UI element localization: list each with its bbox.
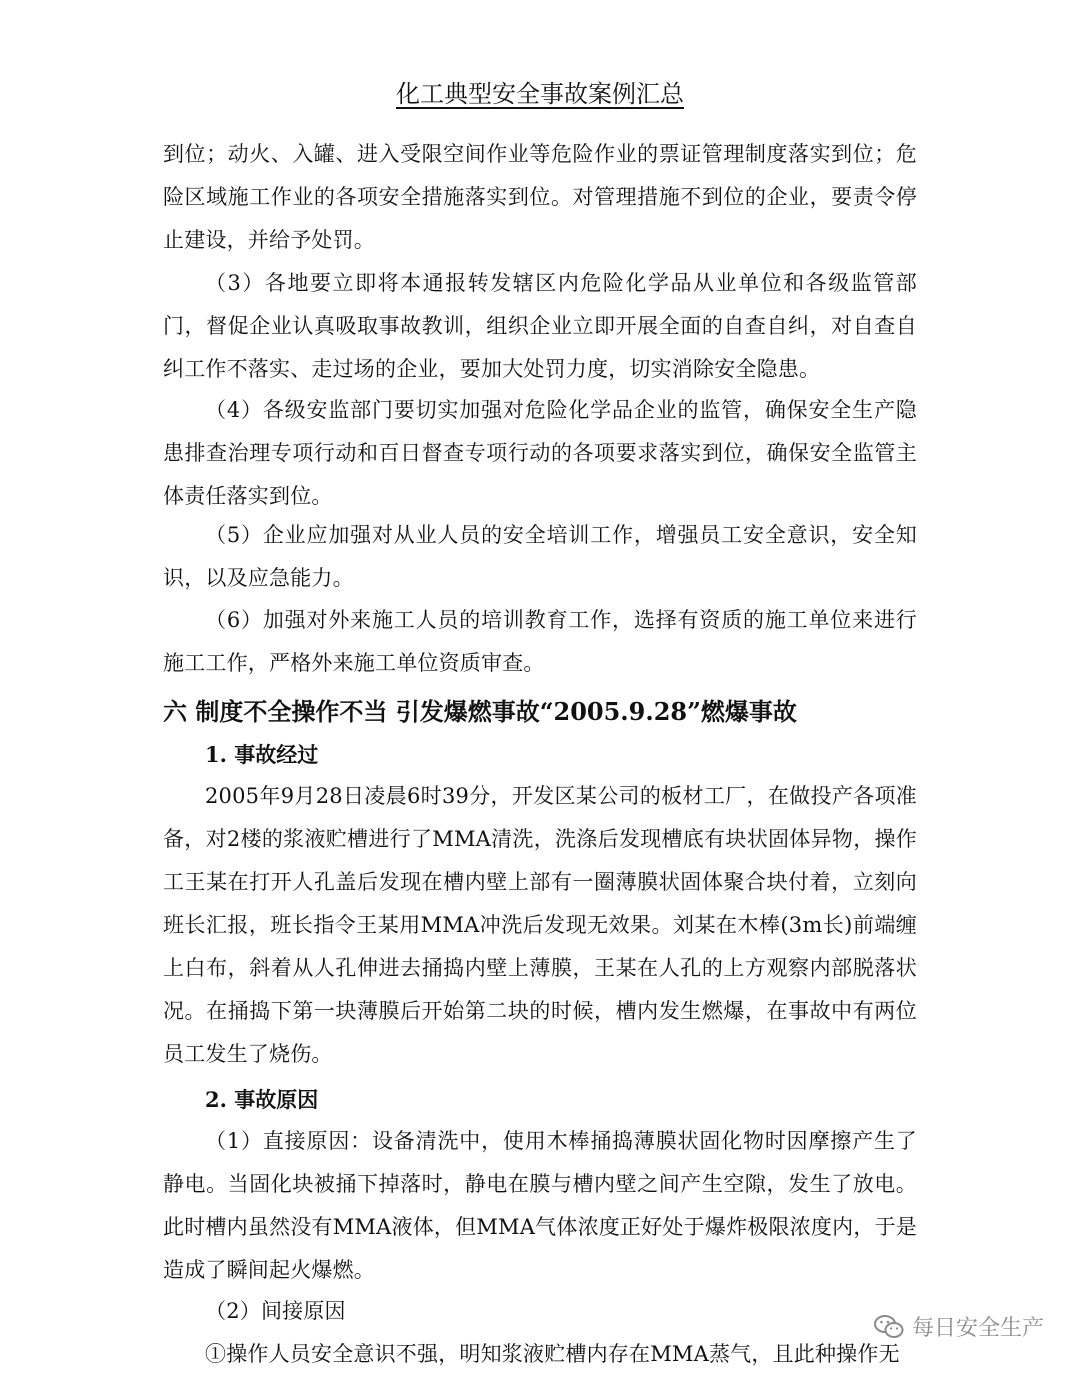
paragraph-item-4: （4）各级安监部门要切实加强对危险化学品企业的监管，确保安全生产隐患排查治理专项行动和百日督查专项行动的各项要求落实到位，确保安全监管主体责任落实到位。: [163, 398, 917, 508]
sub-heading-accident-cause: 2. 事故原因: [205, 1087, 319, 1112]
paragraph-continuation: 到位；动火、入罐、进入受限空间作业等危险作业的票证管理制度落实到位；危险区域施工作业的各项安全措施落实到位。对管理措施不到位的企业，要责令停止建设，并给予处罚。: [163, 142, 917, 252]
paragraph-indirect-cause-item-1: ①操作人员安全意识不强，明知浆液贮槽内存在MMA蒸气，且此种操作无: [205, 1342, 900, 1366]
watermark-text: 每日安全生产: [911, 1316, 1044, 1341]
watermark: [874, 1311, 1044, 1342]
document-title: 化工典型安全事故案例汇总: [396, 80, 684, 108]
wechat-icon: [874, 1314, 904, 1340]
paragraph-item-6: （6）加强对外来施工人员的培训教育工作，选择有资质的施工单位来进行施工工作，严格外来施工单位资质审查。: [163, 608, 917, 675]
paragraph-item-5: （5）企业应加强对从业人员的安全培训工作，增强员工安全意识，安全知识，以及应急能力。: [163, 523, 917, 590]
paragraph-direct-cause: （1）直接原因：设备清洗中，使用木棒捅捣薄膜状固化物时因摩擦产生了静电。当固化块被捅下掉落时，静电在膜与槽内壁之间产生空隙，发生了放电。此时槽内虽然没有MMA液体，但MMA气体浓度正好处于爆炸极限浓度内，于是造成了瞬间起火爆燃。: [163, 1129, 917, 1282]
paragraph-indirect-cause: （2）间接原因: [205, 1299, 346, 1323]
sub-heading-accident-process: 1. 事故经过: [205, 742, 319, 767]
paragraph-accident-process: 2005年9月28日凌晨6时39分，开发区某公司的板材工厂，在做投产各项准备，对2楼的浆液贮槽进行了MMA清洗，洗涤后发现槽底有块状固体异物，操作工王某在打开人孔盖后发现在槽内壁上部有一圈薄膜状固体聚合块付着，立刻向班长汇报，班长指令王某用MMA冲洗后发现无效果。刘某在木棒(3m长)前端缠上白布，斜着从人孔伸进去捅捣内壁上薄膜，王某在人孔的上方观察内部脱落状况。在捅捣下第一块薄膜后开始第二块的时候，槽内发生燃爆，在事故中有两位员工发生了烧伤。: [163, 784, 917, 1066]
paragraph-item-3: （3）各地要立即将本通报转发辖区内危险化学品从业单位和各级监管部门，督促企业认真吸取事故教训，组织企业立即开展全面的自查自纠，对自查自纠工作不落实、走过场的企业，要加大处罚力度，切实消除安全隐患。: [163, 271, 917, 381]
section-heading: 六 制度不全操作不当 引发爆燃事故“2005.9.28”燃爆事故: [163, 697, 797, 726]
